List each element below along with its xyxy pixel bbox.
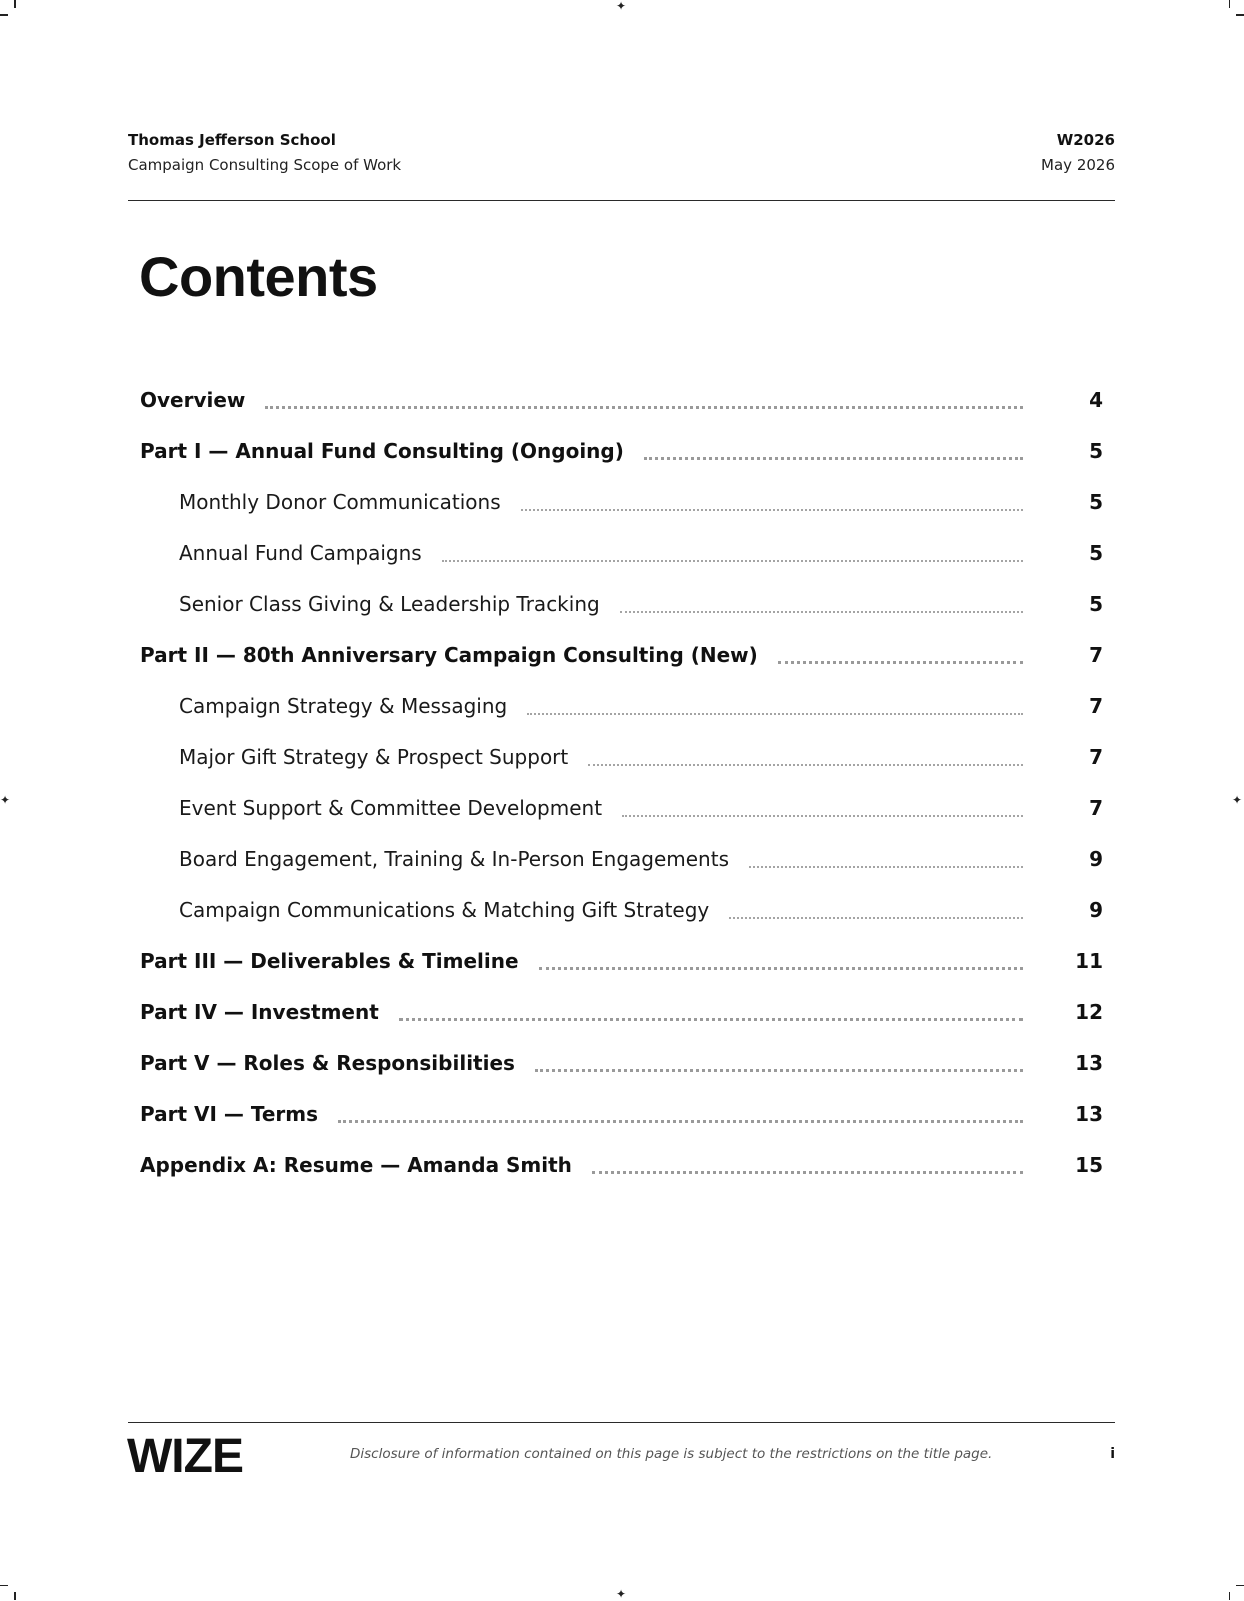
toc-entry[interactable] — [140, 1137, 1103, 1188]
toc-subentry[interactable] — [140, 831, 1103, 882]
wize-logo: WIZE — [127, 1430, 243, 1483]
toc-entry-label: Event Support & Committee Development — [179, 796, 603, 820]
toc-dot-leader — [535, 1069, 1023, 1072]
registration-mark-bottom: ✦ — [616, 1587, 627, 1601]
toc-subentry[interactable] — [140, 525, 1103, 576]
toc-page-number: 15 — [1075, 1153, 1103, 1177]
toc-entry-label: Monthly Donor Communications — [179, 490, 501, 514]
toc-entry[interactable] — [140, 933, 1103, 984]
toc-subentry[interactable] — [140, 474, 1103, 525]
toc-dot-leader — [620, 611, 1023, 613]
registration-mark-top: ✦ — [616, 0, 627, 13]
crop-mark-top-left — [14, 0, 16, 8]
toc-entry-label: Part II — 80th Anniversary Campaign Consulting (New) — [140, 643, 758, 667]
crop-mark-bottom-right — [1229, 1592, 1231, 1600]
toc-page-number: 4 — [1089, 388, 1103, 412]
page-number: i — [1110, 1446, 1115, 1462]
toc-entry[interactable] — [140, 627, 1103, 678]
toc-dot-leader — [592, 1171, 1023, 1174]
header-left — [128, 130, 401, 175]
toc-entry-label: Annual Fund Campaigns — [179, 541, 422, 565]
toc-entry[interactable] — [140, 372, 1103, 423]
toc-page-number: 5 — [1089, 541, 1103, 565]
toc-entry-label: Part I — Annual Fund Consulting (Ongoing) — [140, 439, 624, 463]
crop-mark-bottom-left — [14, 1592, 16, 1600]
crop-mark-bottom-left — [0, 1585, 8, 1587]
registration-mark-right: ✦ — [1232, 793, 1243, 807]
crop-mark-top-right — [1229, 0, 1231, 8]
crop-mark-top-right — [1236, 14, 1244, 16]
toc-dot-leader — [265, 406, 1023, 409]
toc-dot-leader — [644, 457, 1023, 460]
document-date: May 2026 — [1041, 156, 1115, 174]
toc-dot-leader — [399, 1018, 1023, 1021]
toc-entry[interactable] — [140, 1086, 1103, 1137]
toc-dot-leader — [539, 967, 1023, 970]
toc-page-number: 5 — [1089, 592, 1103, 616]
toc-entry-label: Appendix A: Resume — Amanda Smith — [140, 1153, 572, 1177]
toc-page-number: 5 — [1089, 439, 1103, 463]
toc-page-number: 7 — [1089, 796, 1103, 820]
toc-subentry[interactable] — [140, 729, 1103, 780]
table-of-contents — [140, 372, 1103, 1188]
toc-entry[interactable] — [140, 984, 1103, 1035]
registration-mark-left: ✦ — [0, 793, 11, 807]
toc-dot-leader — [749, 866, 1023, 868]
toc-entry-label: Board Engagement, Training & In-Person Engagements — [179, 847, 729, 871]
toc-dot-leader — [338, 1120, 1023, 1123]
toc-page-number: 9 — [1089, 847, 1103, 871]
toc-page-number: 9 — [1089, 898, 1103, 922]
toc-entry-label: Campaign Strategy & Messaging — [179, 694, 508, 718]
document-code: W2026 — [1056, 131, 1115, 149]
toc-dot-leader — [442, 560, 1023, 562]
toc-dot-leader — [588, 764, 1023, 766]
toc-entry[interactable] — [140, 423, 1103, 474]
toc-page-number: 12 — [1075, 1000, 1103, 1024]
crop-mark-top-left — [0, 14, 8, 16]
toc-entry-label: Campaign Communications & Matching Gift Strategy — [179, 898, 710, 922]
toc-entry-label: Major Gift Strategy & Prospect Support — [179, 745, 569, 769]
toc-entry-label: Part IV — Investment — [140, 1000, 379, 1024]
toc-subentry[interactable] — [140, 576, 1103, 627]
document-title: Campaign Consulting Scope of Work — [128, 156, 402, 174]
organization-name: Thomas Jefferson School — [128, 131, 336, 149]
toc-subentry[interactable] — [140, 882, 1103, 933]
toc-page-number: 7 — [1089, 745, 1103, 769]
disclosure-notice: Disclosure of information contained on this page is subject to the restrictions on the title page. — [350, 1446, 993, 1462]
toc-page-number: 7 — [1089, 694, 1103, 718]
toc-page-number: 5 — [1089, 490, 1103, 514]
page-header — [128, 130, 1115, 201]
crop-mark-bottom-right — [1236, 1585, 1244, 1587]
header-right — [1041, 130, 1115, 175]
page-footer — [128, 1422, 1115, 1483]
toc-dot-leader — [729, 917, 1023, 919]
toc-entry-label: Part V — Roles & Responsibilities — [140, 1051, 515, 1075]
toc-dot-leader — [778, 661, 1023, 664]
toc-entry-label: Part VI — Terms — [140, 1102, 319, 1126]
toc-dot-leader — [527, 713, 1023, 715]
toc-subentry[interactable] — [140, 780, 1103, 831]
toc-entry-label: Senior Class Giving & Leadership Tracking — [179, 592, 600, 616]
toc-page-number: 13 — [1075, 1102, 1103, 1126]
page-title: Contents — [139, 245, 378, 308]
toc-subentry[interactable] — [140, 678, 1103, 729]
toc-page-number: 7 — [1089, 643, 1103, 667]
toc-entry-label: Part III — Deliverables & Timeline — [140, 949, 519, 973]
toc-page-number: 11 — [1075, 949, 1103, 973]
toc-dot-leader — [622, 815, 1023, 817]
toc-entry[interactable] — [140, 1035, 1103, 1086]
toc-dot-leader — [521, 509, 1023, 511]
toc-page-number: 13 — [1075, 1051, 1103, 1075]
toc-entry-label: Overview — [140, 388, 246, 412]
